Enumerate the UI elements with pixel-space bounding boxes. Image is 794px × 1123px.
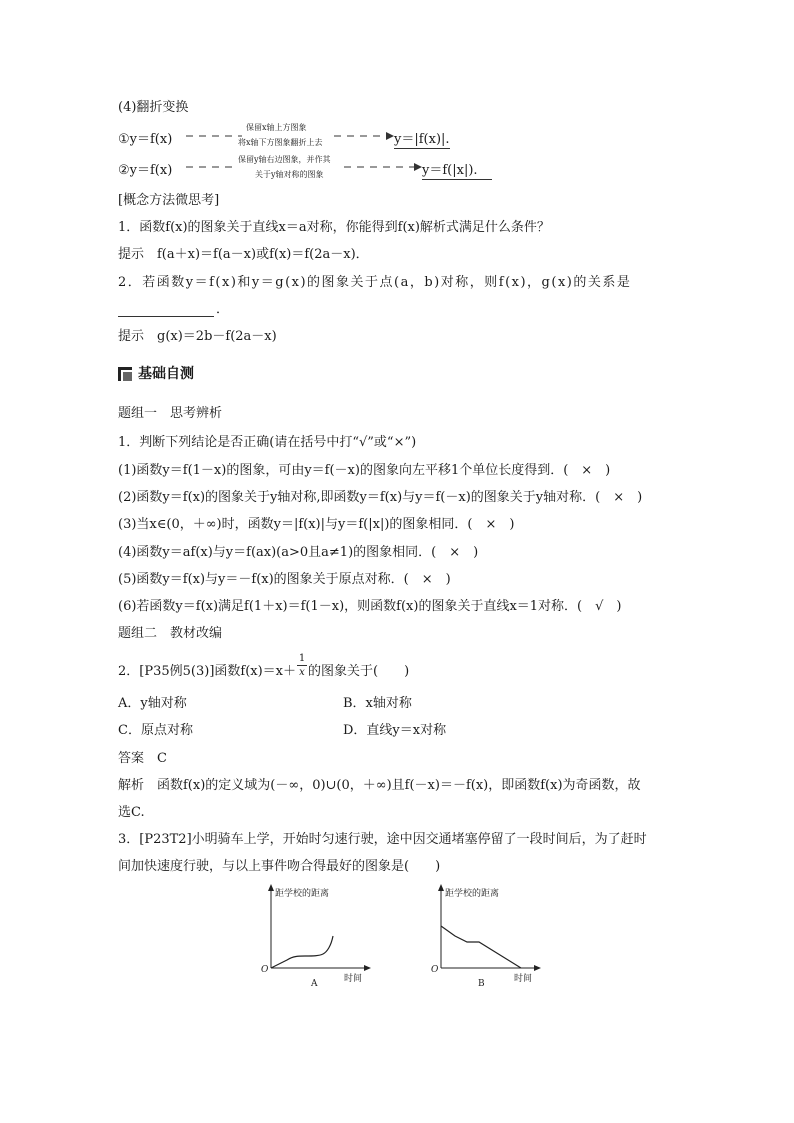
problem2-suffix: 的图象关于( ) bbox=[308, 664, 410, 679]
problem2-explanation-line1: 解析 函数f(x)的定义域为(－∞，0)∪(0，＋∞)且f(－x)＝－f(x)，即函数f(x)为奇函数，故 bbox=[118, 778, 641, 793]
self-test-heading: 基础自测 bbox=[138, 366, 194, 382]
graph-a bbox=[255, 884, 375, 992]
problem1-item-3: (3)当x∈(0，＋∞)时，函数y＝|f(x)|与y＝f(|x|)的图象相同．( × ) bbox=[118, 517, 515, 532]
graph-b-origin: O bbox=[431, 965, 439, 975]
problem1-intro: 1．判断下列结论是否正确(请在括号中打“√”或“×”) bbox=[118, 435, 417, 450]
fold-row1-bottom-label: 将x轴下方图象翻折上去 bbox=[238, 138, 323, 147]
fold-row1-arrow bbox=[186, 130, 394, 142]
graph-b-y-label: 距学校的距离 bbox=[445, 889, 500, 899]
problem2-answer: 答案 C bbox=[118, 751, 167, 766]
graph-b-x-arrow bbox=[534, 965, 541, 971]
section4-title: (4)翻折变换 bbox=[118, 100, 189, 115]
fold-row2-arrow bbox=[186, 161, 422, 173]
option-a: A．y轴对称 bbox=[118, 696, 187, 711]
problem1-item-5: (5)函数y＝f(x)与y＝－f(x)的图象关于原点对称．( × ) bbox=[118, 572, 451, 587]
fold-row2-lhs: ②y＝f(x) bbox=[118, 163, 173, 178]
fraction-numerator: 1 bbox=[298, 653, 306, 664]
option-d: D．直线y＝x对称 bbox=[343, 723, 447, 738]
concept-hint-1: 提示 f(a＋x)＝f(a－x)或f(x)＝f(2a－x)． bbox=[118, 247, 369, 262]
fold-row2-top-label: 保留y轴右边图象，并作其 bbox=[238, 155, 331, 164]
graph-a-y-label: 距学校的距离 bbox=[275, 889, 330, 899]
fraction-denominator: x bbox=[299, 667, 305, 678]
graph-a-curve bbox=[271, 936, 333, 968]
fold-row1-lhs: ①y＝f(x) bbox=[118, 132, 173, 147]
graph-a-x-arrow bbox=[364, 965, 371, 971]
fraction-bar bbox=[297, 665, 307, 666]
fold-row2-rhs: y＝f(|x|). bbox=[422, 162, 492, 180]
answer-blank bbox=[118, 304, 214, 317]
graph-b-caption: B bbox=[478, 979, 485, 989]
problem1-item-6: (6)若函数y＝f(x)满足f(1＋x)＝f(1－x)，则函数f(x)的图象关于直线x＝1对称．( √ ) bbox=[118, 599, 622, 614]
graph-a-y-arrow bbox=[268, 884, 274, 891]
option-c: C．原点对称 bbox=[118, 723, 193, 738]
graph-b-x-label: 时间 bbox=[514, 974, 533, 984]
concept-hint-2: 提示 g(x)＝2b－f(2a－x) bbox=[118, 329, 277, 344]
graph-a-origin: O bbox=[261, 965, 269, 975]
fold-row2-bottom-label: 关于y轴对称的图象 bbox=[255, 170, 324, 179]
option-b: B．x轴对称 bbox=[343, 696, 412, 711]
problem1-item-4: (4)函数y＝af(x)与y＝f(ax)(a>0且a≠1)的图象相同．( × ) bbox=[118, 545, 479, 560]
graph-b-curve bbox=[441, 926, 521, 968]
group2-title: 题组二 教材改编 bbox=[118, 626, 223, 641]
problem1-item-1: (1)函数y＝f(1－x)的图象，可由y＝f(－x)的图象向左平移1个单位长度得到．( × ) bbox=[118, 463, 611, 478]
fold-row1-rhs: y＝|f(x)|. bbox=[394, 132, 450, 147]
group1-title: 题组一 思考辨析 bbox=[118, 406, 223, 421]
graph-b-y-arrow bbox=[438, 884, 444, 891]
problem2-explanation-line2: 选C. bbox=[118, 805, 145, 820]
problem2-prefix: 2．[P35例5(3)]函数f(x)＝x＋ bbox=[118, 664, 297, 679]
fold-row1-top-label: 保留x轴上方图象 bbox=[246, 123, 307, 132]
concept-question-2-end: ． bbox=[216, 302, 230, 317]
section-marker-icon bbox=[118, 367, 132, 381]
problem3-text-line2: 间加快速度行驶，与以上事件吻合得最好的图象是( ) bbox=[118, 859, 441, 874]
concept-question-2: 2．若函数y＝f(x)和y＝g(x)的图象关于点(a，b)对称，则f(x)，g(x)的关系是 bbox=[118, 275, 632, 290]
graph-a-x-label: 时间 bbox=[344, 974, 363, 984]
graph-b bbox=[425, 884, 545, 992]
concept-question-1: 1．函数f(x)的图象关于直线x＝a对称，你能得到f(x)解析式满足什么条件？ bbox=[118, 220, 550, 235]
graph-a-caption: A bbox=[311, 979, 318, 989]
problem3-text-line1: 3．[P23T2]小明骑车上学，开始时匀速行驶，途中因交通堵塞停留了一段时间后，为了赶时 bbox=[118, 832, 647, 847]
problem1-item-2: (2)函数y＝f(x)的图象关于y轴对称,即函数y＝f(x)与y＝f(－x)的图象关于y轴对称．( × ) bbox=[118, 490, 643, 505]
concept-heading: [概念方法微思考] bbox=[118, 193, 220, 208]
